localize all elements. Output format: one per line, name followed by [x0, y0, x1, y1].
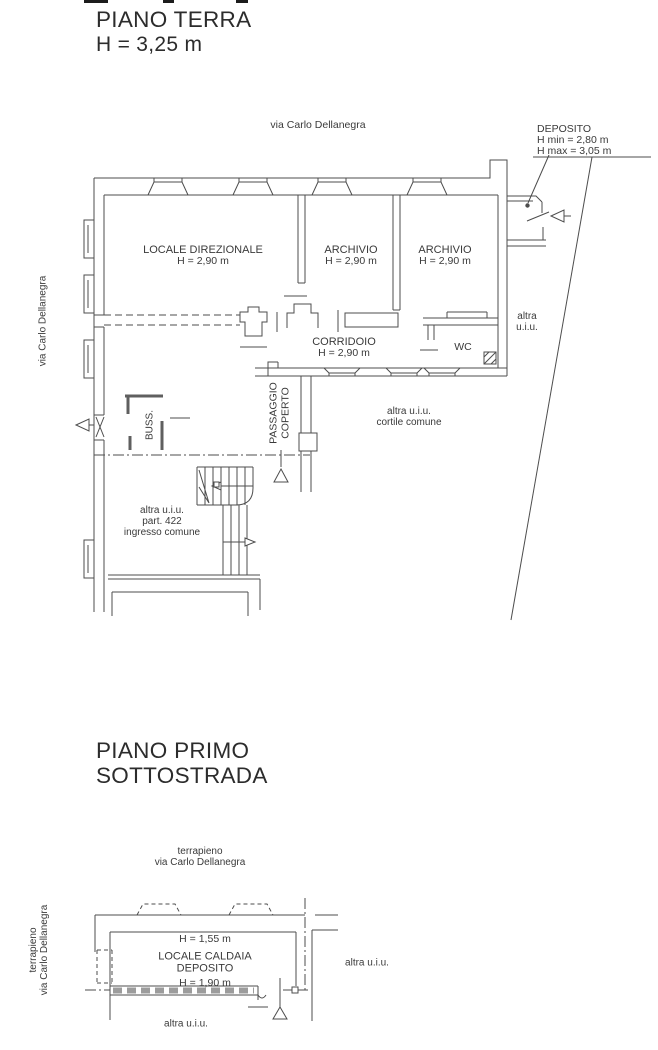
- deposito-leader: [528, 155, 651, 203]
- deposito-annotation-hmax: H max = 3,05 m: [537, 144, 612, 157]
- deposito-dot: [525, 203, 529, 207]
- cortile-line1: altra u.i.u.: [387, 405, 431, 417]
- stair-arrow-right-icon: [245, 538, 255, 546]
- altra-line1: altra: [517, 310, 537, 322]
- dashed-partition: [104, 315, 240, 325]
- ingresso-line2: part. 422: [142, 516, 182, 528]
- room-height: H = 2,90 m: [318, 347, 370, 360]
- entrance-arrow-icon: [76, 419, 94, 431]
- room-name: LOCALE DIREZIONALE: [143, 243, 263, 256]
- bottom-windows: [268, 362, 460, 376]
- staircase: [197, 467, 255, 575]
- basement-dashed-windows: [137, 904, 273, 915]
- street-label-top: via Carlo Dellanegra: [270, 119, 366, 132]
- top-windows: [148, 178, 447, 195]
- basement-title: [96, 738, 268, 788]
- caldaia-line2: DEPOSITO: [176, 963, 234, 975]
- buss-label: BUSS.: [144, 409, 156, 441]
- room-label-archivio-1: [324, 244, 377, 268]
- basement-altra-right-label: altra u.i.u.: [345, 957, 389, 969]
- door-pillar: [240, 307, 267, 336]
- room-label-corridoio: [312, 336, 376, 360]
- room-label-wc: WC: [454, 341, 472, 354]
- altra-uiu-right-label: [516, 311, 538, 333]
- entrance-door-leaf: [96, 417, 104, 437]
- room-label-archivio-2: [418, 244, 471, 268]
- room-height: H = 2,90 m: [325, 255, 377, 268]
- deposito-annotation-name: DEPOSITO: [537, 123, 592, 135]
- basement-title-line1: PIANO PRIMO: [96, 738, 250, 763]
- passaggio-line2: COPERTO: [279, 387, 291, 439]
- cortile-comune-label: [376, 406, 441, 428]
- caldaia-line1: LOCALE CALDAIA: [158, 950, 252, 963]
- passaggio-coperto-label: [268, 382, 292, 444]
- room-name: CORRIDOIO: [312, 335, 376, 348]
- passaggio-arrow-icon: [274, 469, 288, 482]
- street-label-left: via Carlo Dellanegra: [37, 275, 49, 367]
- ingresso-line1: altra u.i.u.: [140, 505, 184, 517]
- ingresso-comune-label: [124, 505, 200, 539]
- room-label-caldaia: [158, 951, 252, 976]
- cortile-line2: cortile comune: [376, 417, 442, 428]
- page-title-line1: PIANO TERRA: [96, 7, 252, 32]
- terrapieno-left-line2: via Carlo Dellanegra: [39, 904, 50, 996]
- room-label-direzionale: [143, 244, 263, 268]
- altra-line2: u.i.u.: [516, 322, 538, 333]
- deposito-annotation-hmin: H min = 2,80 m: [537, 133, 609, 146]
- passaggio-box: [299, 433, 317, 451]
- basement-door: [258, 986, 266, 1000]
- terrapieno-line1: terrapieno: [177, 845, 223, 857]
- basement-altra-bottom-label: altra u.i.u.: [164, 1018, 208, 1030]
- ground-floor-plan: [76, 155, 651, 620]
- terrapieno-left-label: [28, 905, 50, 996]
- threshold-shape: [287, 304, 318, 328]
- room-height: H = 2,90 m: [419, 255, 471, 268]
- deposito-arrow-icon: [551, 210, 571, 222]
- page-title-height: H = 3,25 m: [96, 33, 203, 56]
- basement-title-line2: SOTTOSTRADA: [96, 763, 268, 788]
- terrapieno-left-line1: terrapieno: [27, 927, 39, 973]
- ingresso-line3: ingresso comune: [123, 527, 201, 539]
- basement-h-lower: H = 1,90 m: [179, 977, 231, 990]
- left-window-bays: [84, 220, 94, 578]
- room-height: H = 2,90 m: [177, 255, 229, 268]
- basement-h-upper: H = 1,55 m: [179, 933, 231, 946]
- ground-floor-title: [96, 7, 251, 57]
- boundary-line: [511, 157, 592, 620]
- deposito-room: [507, 196, 571, 246]
- terrapieno-top-label: [155, 846, 246, 868]
- terrapieno-line2: via Carlo Dellanegra: [154, 857, 246, 868]
- flue-square: [484, 352, 496, 364]
- deposito-annotation: [537, 124, 611, 156]
- room-name: ARCHIVIO: [418, 243, 472, 256]
- room-name: ARCHIVIO: [324, 243, 378, 256]
- basement-arrow-icon: [273, 1007, 287, 1019]
- scan-artifacts: [84, 0, 248, 3]
- passaggio-line1: PASSAGGIO: [267, 382, 280, 444]
